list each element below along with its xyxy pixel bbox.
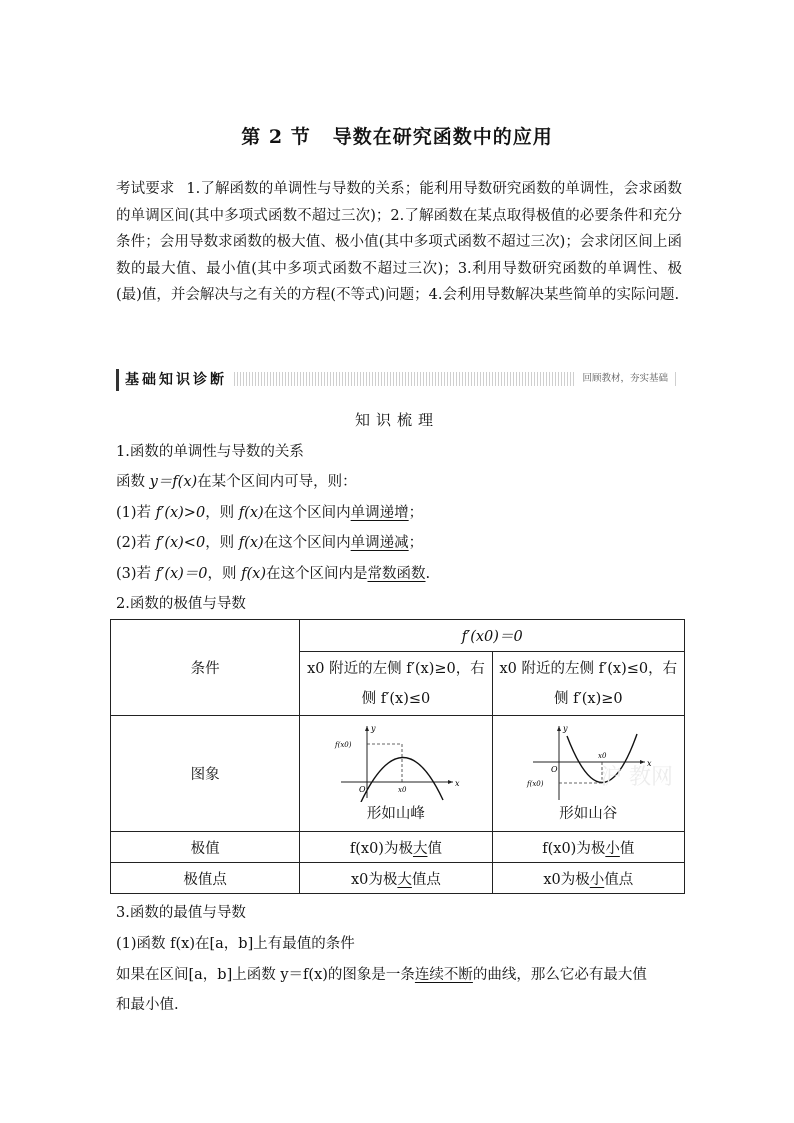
graph-left-caption: 形如山峰 bbox=[366, 805, 425, 822]
section1-intro bbox=[116, 470, 357, 491]
item-answer: 单调递增 bbox=[350, 505, 409, 521]
item-cond: f′(x)>0 bbox=[155, 505, 206, 521]
table-row bbox=[111, 620, 685, 652]
peak-graph bbox=[331, 722, 461, 802]
row-label-graph: 图象 bbox=[111, 716, 300, 832]
table-row bbox=[111, 863, 685, 894]
item-mid: ，则 bbox=[205, 535, 239, 551]
cell-pre: x0为极 bbox=[350, 871, 398, 888]
item-mid: ，则 bbox=[205, 505, 239, 521]
section3-sub1: (1)函数 f(x)在[a，b]上有最值的条件 bbox=[116, 936, 355, 952]
cell-post: 值点 bbox=[604, 871, 634, 888]
monotonic-item-2 bbox=[116, 531, 423, 552]
cell-answer: 小 bbox=[589, 871, 605, 888]
section3-text bbox=[116, 963, 647, 984]
requirements-label: 考试要求 bbox=[116, 181, 175, 197]
banner-tag: 回顾教材，夯实基础 bbox=[576, 372, 674, 386]
text-pre: 如果在区间[a，b]上函数 y＝f(x)的图象是一条 bbox=[116, 967, 415, 983]
item-cond: f′(x)＝0 bbox=[155, 566, 208, 582]
origin-label: O bbox=[551, 764, 558, 774]
page-title bbox=[0, 122, 794, 149]
condition-right-cell bbox=[492, 652, 684, 716]
x0-label: x0 bbox=[397, 785, 407, 794]
item-end: . bbox=[425, 566, 431, 582]
requirements-text: 1.了解函数的单调性与导数的关系；能利用导数研究函数的单调性，会求函数的单调区间(其中多项式函数不超过三次)；2.了解函数在某点取得极值的必要条件和充分条件；会用导数求函数的极大值、极小值(其中多项式函数不超过三次)；会求闭区间上函数的最大值、最小值(其中多项式函数不超过三次)；3.利用导数研究函数的单调性、极(最)值，并会解决与之有关的方程(不等式)问题；4.会利用导数解决某些简单的实际问题. bbox=[116, 181, 682, 303]
cell-pre: f(x0)为极 bbox=[542, 840, 606, 857]
item-answer: 常数函数 bbox=[367, 566, 426, 582]
knowledge-subheading: 知识梳理 bbox=[354, 411, 439, 429]
section3-heading: 3.函数的最值与导数 bbox=[116, 905, 246, 921]
cell-post: 值 bbox=[427, 840, 442, 857]
fx0-label: f(x0) bbox=[527, 779, 544, 788]
cell-post: 值点 bbox=[411, 871, 441, 888]
item-post: 在这个区间内是 bbox=[266, 566, 368, 582]
item-post: 在这个区间内 bbox=[263, 505, 351, 521]
x-label: x bbox=[454, 778, 460, 788]
item-mid: ，则 bbox=[207, 566, 242, 582]
monotonic-item-3 bbox=[116, 562, 430, 583]
condition-right: x0 附近的左侧 f′(x)≤0，右侧 f′(x)≥0 bbox=[499, 660, 678, 707]
cell-answer: 小 bbox=[605, 840, 620, 857]
monotonic-item-1 bbox=[116, 501, 423, 522]
item-post: 在这个区间内 bbox=[263, 535, 351, 551]
section3-text-line2: 和最小值. bbox=[116, 997, 179, 1013]
item-pre: (3)若 bbox=[116, 566, 156, 582]
item-fx: f(x) bbox=[238, 535, 264, 551]
cell-pre: f(x0)为极 bbox=[349, 840, 413, 857]
y-axis-arrow bbox=[557, 726, 561, 731]
intro-pre: 函数 bbox=[116, 474, 150, 490]
y-label: y bbox=[370, 723, 376, 733]
top-condition: f′(x0)＝0 bbox=[461, 629, 523, 645]
text-post: 的曲线，那么它必有最大值 bbox=[472, 967, 647, 983]
section1-heading: 1.函数的单调性与导数的关系 bbox=[116, 444, 304, 460]
intro-math: y＝f(x) bbox=[149, 474, 198, 490]
section-banner bbox=[116, 369, 678, 391]
y-axis-arrow bbox=[365, 726, 369, 731]
origin-label: O bbox=[358, 784, 366, 794]
graph-right-caption: 形如山谷 bbox=[559, 805, 618, 822]
extreme-value-right bbox=[492, 832, 684, 863]
table-row bbox=[111, 832, 685, 863]
item-answer: 单调递减 bbox=[350, 535, 409, 551]
item-cond: f′(x)<0 bbox=[155, 535, 206, 551]
cell-post: 值 bbox=[619, 840, 635, 857]
extreme-value-left bbox=[300, 832, 492, 863]
watermark: 沪 教网 bbox=[600, 765, 673, 790]
row-label-condition: 条件 bbox=[111, 620, 300, 716]
extreme-point-right bbox=[492, 863, 684, 894]
row-label-extreme-value: 极值 bbox=[111, 832, 300, 863]
cell-answer: 大 bbox=[412, 840, 428, 857]
item-pre: (2)若 bbox=[116, 535, 156, 551]
extremum-table bbox=[110, 619, 685, 894]
section-title: 导数在研究函数中的应用 bbox=[332, 126, 553, 148]
row-label-extreme-point: 极值点 bbox=[111, 863, 300, 894]
cell-pre: x0为极 bbox=[543, 871, 590, 888]
condition-left: x0 附近的左侧 f′(x)≥0，右侧 f′(x)≤0 bbox=[307, 660, 485, 707]
top-condition-cell bbox=[300, 620, 685, 652]
text-answer: 连续不断 bbox=[414, 967, 473, 983]
extreme-point-left bbox=[300, 863, 492, 894]
section-number: 第 2 节 bbox=[241, 126, 311, 148]
x0-label: x0 bbox=[598, 751, 607, 760]
section2-heading: 2.函数的极值与导数 bbox=[116, 596, 246, 612]
fx0-label: f(x0) bbox=[334, 740, 352, 749]
x-label: x bbox=[647, 758, 652, 768]
item-fx: f(x) bbox=[241, 566, 267, 582]
condition-left-cell bbox=[300, 652, 492, 716]
banner-label: 基础知识诊断 bbox=[116, 369, 231, 391]
cell-answer: 大 bbox=[397, 871, 412, 888]
item-end: ； bbox=[408, 535, 424, 551]
y-label: y bbox=[563, 723, 568, 733]
x-axis-arrow bbox=[448, 780, 453, 784]
item-pre: (1)若 bbox=[116, 505, 156, 521]
item-end: ； bbox=[408, 505, 424, 521]
item-fx: f(x) bbox=[238, 505, 264, 521]
exam-requirements bbox=[116, 176, 682, 309]
graph-left-cell bbox=[300, 716, 492, 832]
table-row bbox=[111, 716, 685, 832]
intro-post: 在某个区间内可导，则： bbox=[197, 474, 357, 490]
